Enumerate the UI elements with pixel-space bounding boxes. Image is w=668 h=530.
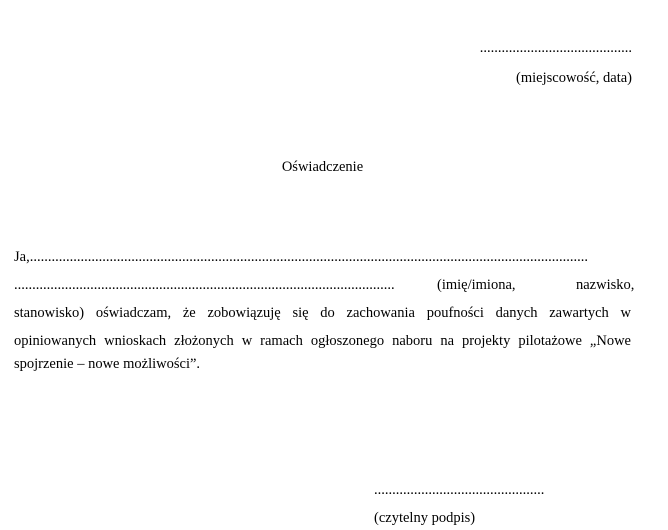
surname-hint-label: nazwisko, [576,277,635,293]
name-hint-label: (imię/imiona, [437,277,516,293]
place-date-label: (miejscowość, data) [516,70,632,86]
document-title: Oświadczenie [281,159,364,175]
name-continuation-dots: ......................................................................................................... [14,277,395,293]
signature-dots: ............................................... [374,482,545,498]
signature-label: (czytelny podpis) [374,510,476,526]
declaration-text-line-2: opiniowanych wnioskach złożonych w ramach ogłoszonego naboru na projekty pilotażowe „Nowe [14,333,631,349]
place-date-dots: .......................................... [479,40,632,56]
name-line: Ja,.......................................................................................................................................................... [14,249,588,265]
declaration-text-line-1: stanowisko) oświadczam, że zobowiązuję się do zachowania poufności danych zawartych w [14,305,631,321]
declaration-text-line-3: spojrzenie – nowe możliwości”. [14,356,201,372]
